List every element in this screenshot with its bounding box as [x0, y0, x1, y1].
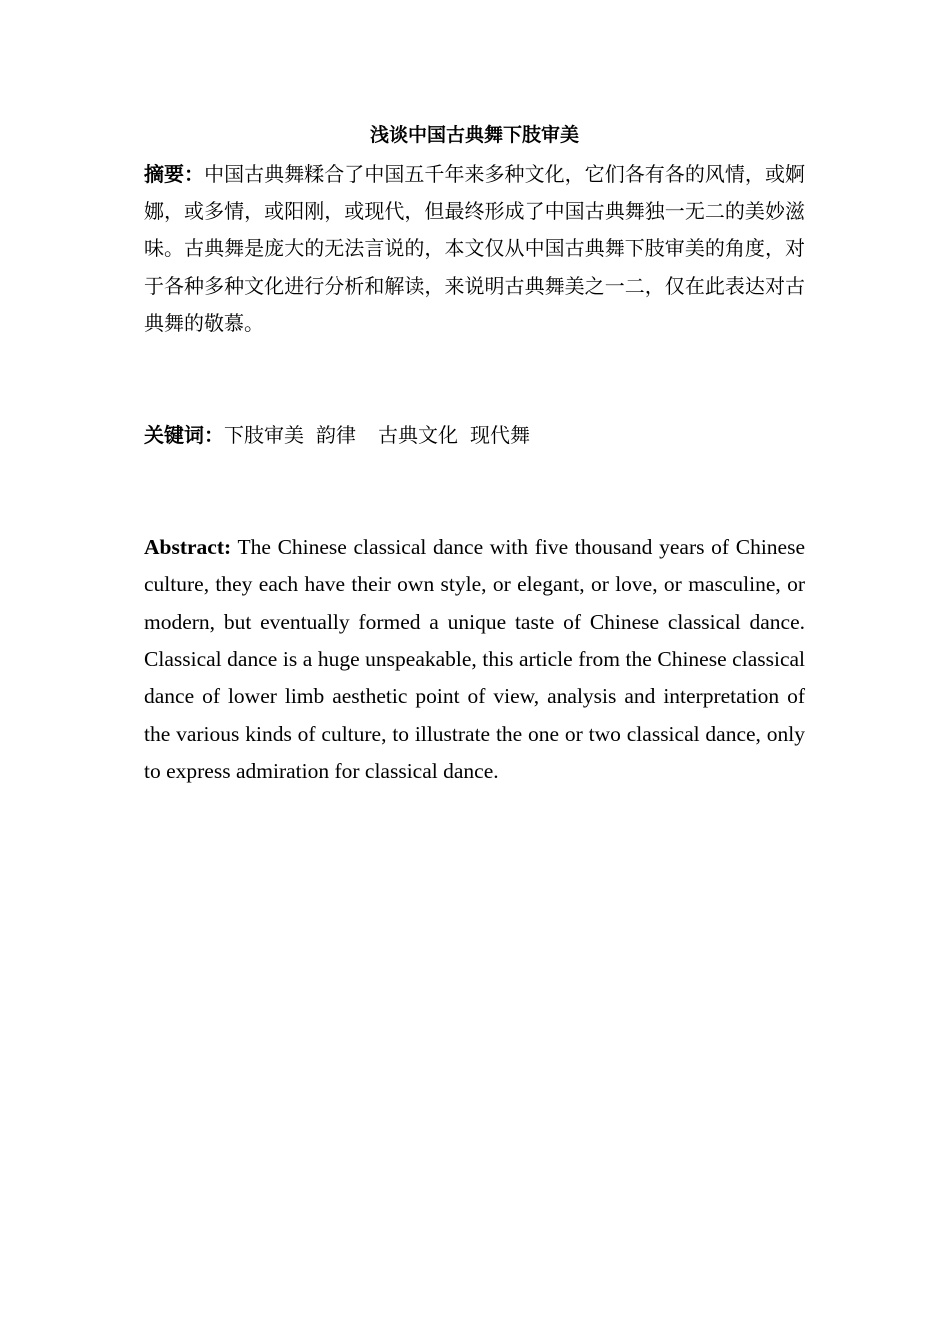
keyword-item: 现代舞	[470, 423, 530, 448]
document-body	[144, 118, 805, 812]
keywords-line	[144, 417, 805, 454]
chinese-abstract-text: 中国古典舞糅合了中国五千年来多种文化，它们各有各的风情，或婀娜，或多情，或阳刚，或现代，但最终形成了中国古典舞独一无二的美妙滋味。古典舞是庞大的无法言说的，本文仅从中国古典舞下肢审美的角度，对于各种多种文化进行分析和解读，来说明古典舞美之一二，仅在此表达对古典舞的敬慕。	[144, 162, 805, 335]
chinese-abstract-label: 摘要：	[144, 162, 205, 186]
keywords-label: 关键词：	[144, 423, 224, 448]
document-title: 浅谈中国古典舞下肢审美	[369, 124, 579, 146]
english-abstract-label: Abstract:	[144, 535, 232, 560]
chinese-abstract	[144, 156, 805, 342]
english-abstract-text: The Chinese classical dance with five thousand years of Chinese culture, they each have their own style, or elegant, or love, or masculine, or modern, but eventually formed a unique taste of Chinese classical dance. Classical dance is a huge unspeakable, this article from the Chinese classical dance of lower limb aesthetic point of view, analysis and interpretation of the various kinds of culture, to illustrate the one or two classical dance, only to express admiration for classical dance.	[144, 535, 805, 783]
keyword-item: 古典文化	[378, 423, 458, 448]
english-abstract	[144, 529, 805, 790]
keyword-item: 韵律	[316, 423, 356, 448]
keyword-item: 下肢审美	[224, 423, 304, 448]
